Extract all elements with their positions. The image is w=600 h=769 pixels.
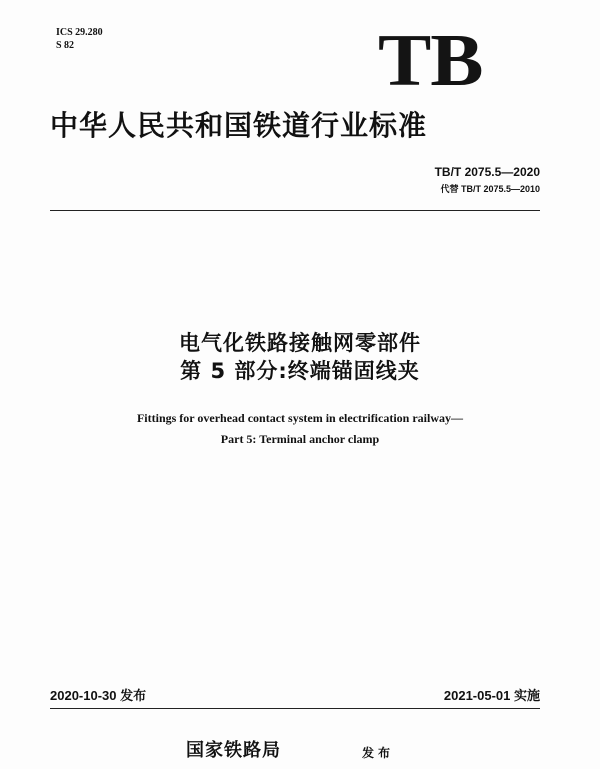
issue-date: 2020-10-30 发布 bbox=[50, 688, 147, 703]
publisher-name: 国家铁路局 bbox=[186, 740, 281, 761]
document-title-en-line1: Fittings for overhead contact system in electrification railway— bbox=[136, 411, 464, 425]
standard-number: TB/T 2075.5—2020 bbox=[434, 165, 540, 179]
publish-label: 发布 bbox=[362, 746, 395, 760]
ccs-code: S 82 bbox=[56, 40, 75, 51]
document-title-zh-line1: 电气化铁路接触网零部件 bbox=[179, 331, 421, 355]
standard-category-title: 中华人民共和国铁道行业标准 bbox=[50, 109, 428, 142]
implementation-date: 2021-05-01 实施 bbox=[443, 688, 540, 703]
ics-code: ICS 29.280 bbox=[56, 27, 103, 38]
classification-codes bbox=[56, 26, 103, 52]
tb-logo: TB bbox=[378, 20, 483, 102]
replaces-standard: 代替 TB/T 2075.5—2010 bbox=[440, 184, 540, 194]
header-divider bbox=[50, 210, 540, 211]
document-title-zh-line2: 第 5 部分:终端锚固线夹 bbox=[180, 359, 420, 383]
footer-divider bbox=[50, 708, 540, 709]
document-title-en-line2: Part 5: Terminal anchor clamp bbox=[220, 432, 380, 446]
